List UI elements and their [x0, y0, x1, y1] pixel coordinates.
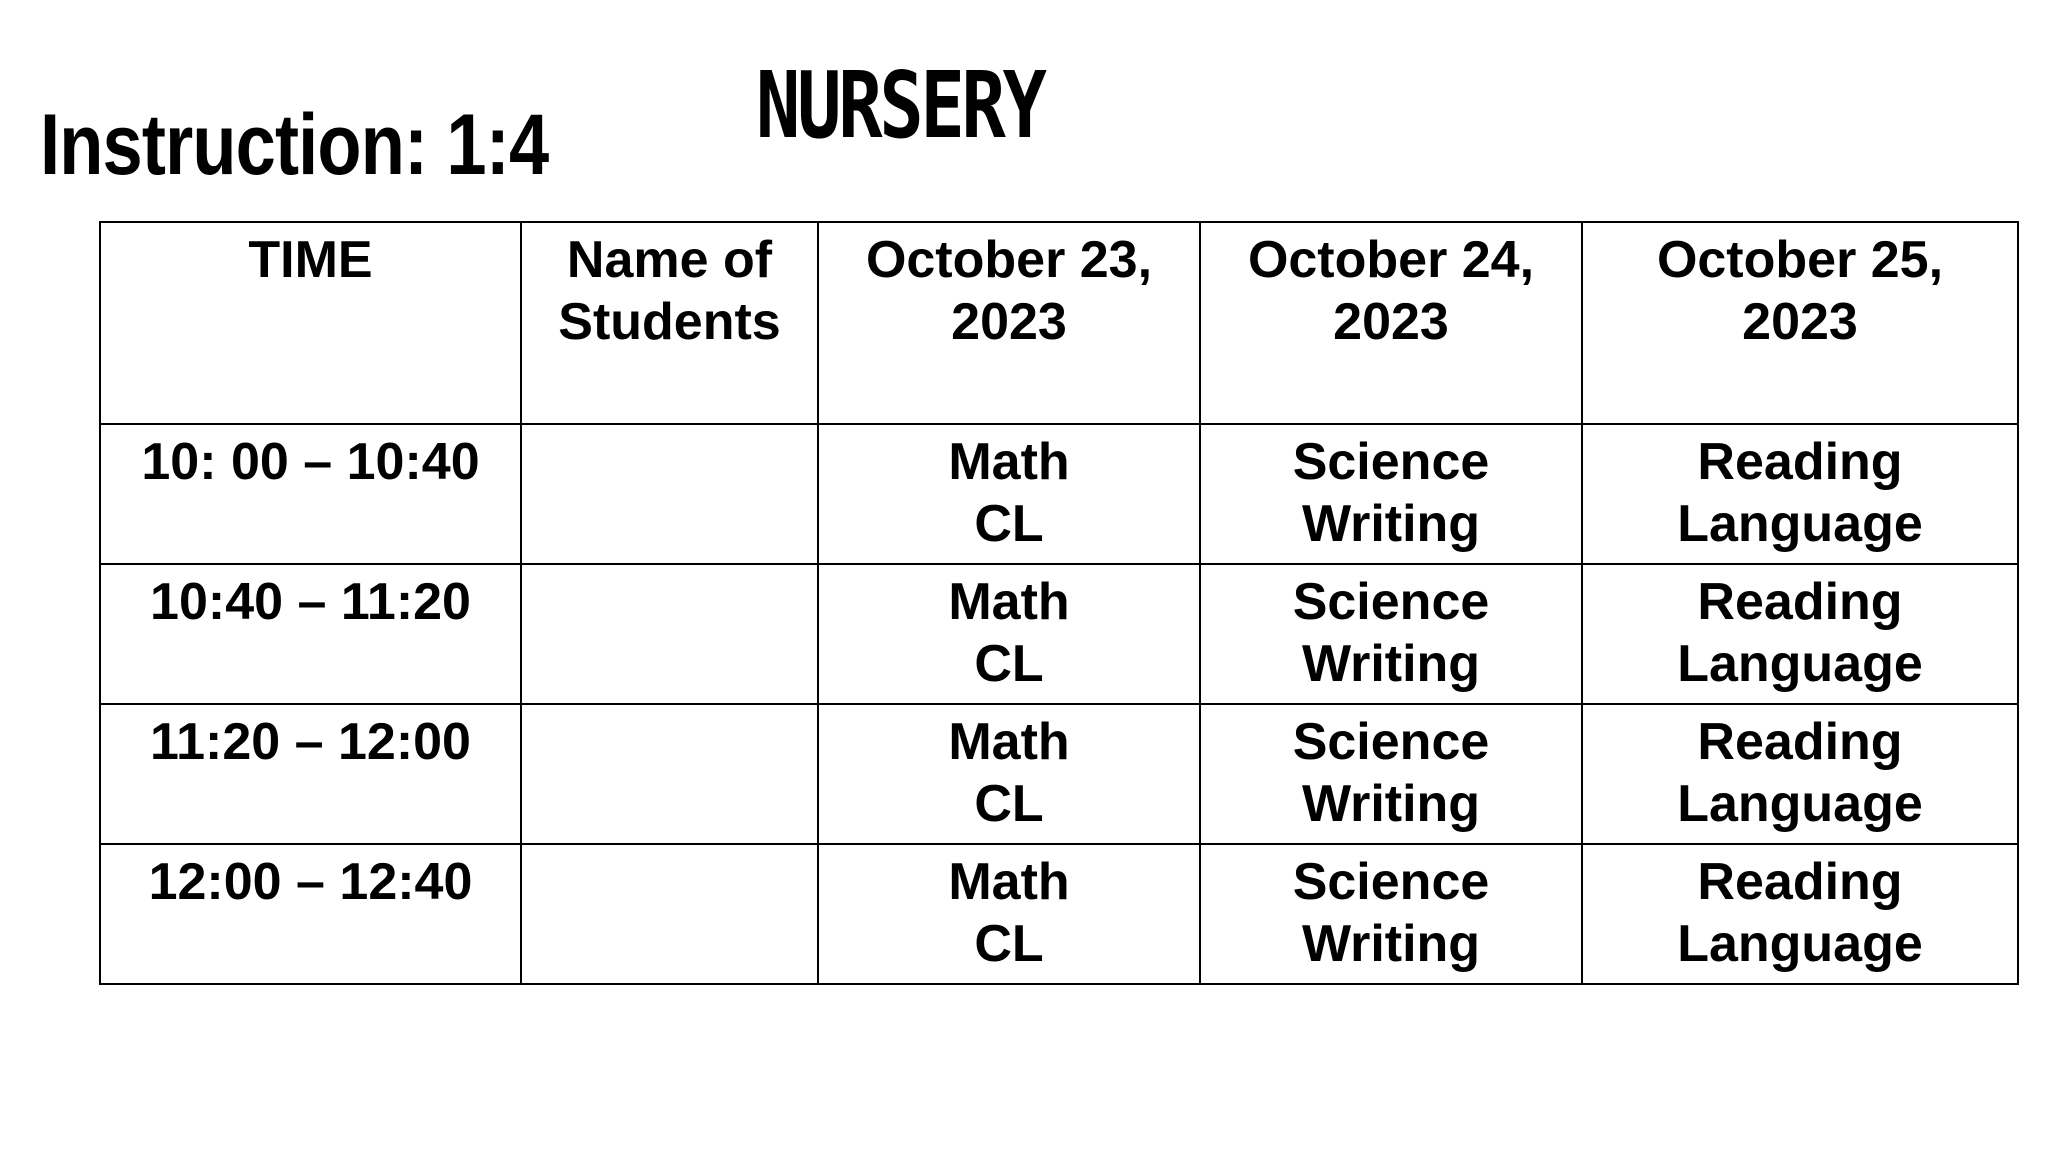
day-3-cell: [1582, 424, 2018, 564]
header-students-line-1: Name of: [566, 231, 773, 289]
subject-line: Language: [1677, 775, 1923, 833]
subject-line: CL: [974, 775, 1044, 833]
subject-line: Reading: [1697, 853, 1903, 911]
header-day-1: [818, 222, 1200, 424]
time-cell: 10:40 – 11:20: [100, 564, 521, 704]
header-day-2: [1200, 222, 1582, 424]
header-day-3-line-2: 2023: [1742, 293, 1858, 351]
day-3-cell: [1582, 564, 2018, 704]
students-cell: [521, 844, 818, 984]
day-2-cell: [1200, 564, 1582, 704]
subject-line: Writing: [1301, 915, 1481, 973]
subject-line: CL: [974, 635, 1044, 693]
page-title: NURSERY: [756, 52, 1044, 159]
time-cell: 10: 00 – 10:40: [100, 424, 521, 564]
header-students: [521, 222, 818, 424]
day-2-cell: [1200, 704, 1582, 844]
subject-line: Science: [1292, 433, 1490, 491]
subject-line: Math: [948, 573, 1070, 631]
subject-line: Math: [948, 433, 1070, 491]
header-time: TIME: [100, 222, 521, 424]
subject-line: Reading: [1697, 433, 1903, 491]
subject-line: CL: [974, 495, 1044, 553]
day-2-cell: [1200, 424, 1582, 564]
day-1-cell: [818, 424, 1200, 564]
students-cell: [521, 704, 818, 844]
table-row: [100, 564, 2018, 704]
subject-line: Language: [1677, 915, 1923, 973]
header-students-line-2: Students: [558, 293, 781, 351]
time-cell: 11:20 – 12:00: [100, 704, 521, 844]
subject-line: Science: [1292, 573, 1490, 631]
table-row: [100, 704, 2018, 844]
day-1-cell: [818, 844, 1200, 984]
header-row: [100, 222, 2018, 424]
day-1-cell: [818, 704, 1200, 844]
subject-line: Language: [1677, 495, 1923, 553]
subject-line: Writing: [1301, 635, 1481, 693]
subject-line: Math: [948, 713, 1070, 771]
subject-line: CL: [974, 915, 1044, 973]
subject-line: Writing: [1301, 495, 1481, 553]
day-3-cell: [1582, 844, 2018, 984]
table-row: [100, 844, 2018, 984]
subject-line: Reading: [1697, 713, 1903, 771]
instruction-heading: Instruction: 1:4: [40, 97, 549, 193]
header-day-1-line-1: October 23,: [865, 231, 1153, 289]
table-row: [100, 424, 2018, 564]
header-day-2-line-1: October 24,: [1247, 231, 1535, 289]
subject-line: Language: [1677, 635, 1923, 693]
students-cell: [521, 424, 818, 564]
subject-line: Science: [1292, 853, 1490, 911]
time-cell: 12:00 – 12:40: [100, 844, 521, 984]
header-day-3-line-1: October 25,: [1656, 231, 1944, 289]
subject-line: Reading: [1697, 573, 1903, 631]
day-3-cell: [1582, 704, 2018, 844]
day-2-cell: [1200, 844, 1582, 984]
header-day-2-line-2: 2023: [1333, 293, 1449, 351]
students-cell: [521, 564, 818, 704]
day-1-cell: [818, 564, 1200, 704]
header-day-3: [1582, 222, 2018, 424]
subject-line: Math: [948, 853, 1070, 911]
schedule-table: [99, 221, 2019, 985]
subject-line: Science: [1292, 713, 1490, 771]
subject-line: Writing: [1301, 775, 1481, 833]
header-day-1-line-2: 2023: [951, 293, 1067, 351]
